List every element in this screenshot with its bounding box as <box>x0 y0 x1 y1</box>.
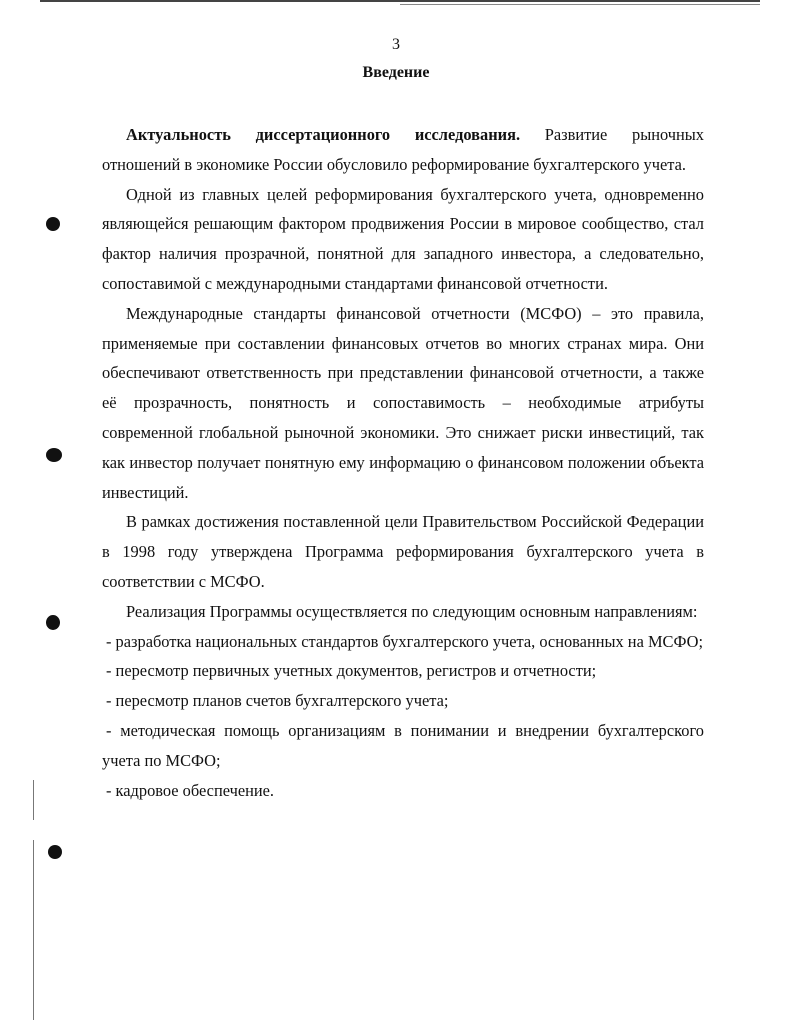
punch-hole-mark <box>46 448 62 462</box>
paragraph-directions: Реализация Программы осуществляется по следующим основным направлениям: <box>126 601 698 621</box>
list-item: - разработка национальных стандартов бухгалтерского учета, основанных на МСФО; <box>106 631 704 651</box>
punch-hole-mark <box>46 217 60 231</box>
page-title: Введение <box>362 64 430 81</box>
scan-top-edge-secondary <box>400 4 760 5</box>
list-item: - методическая помощь организациям в понимании и внедрении бухгалтерского учета по МСФО; <box>102 720 704 770</box>
paragraph-program: В рамках достижения поставленной цели Правительством Российской Федерации в 1998 году утверждена Программа реформирования бухгалтерского учета в соответствии с МСФО. <box>102 512 704 591</box>
paragraph-relevance <box>102 120 704 180</box>
list-item: - пересмотр планов счетов бухгалтерского учета; <box>106 691 449 711</box>
document-body <box>102 120 704 805</box>
margin-scan-line <box>33 840 34 1020</box>
list-item: - кадровое обеспечение. <box>106 780 275 800</box>
paragraph-goal: Одной из главных целей реформирования бухгалтерского учета, одновременно являющейся решающим фактором продвижения России в мировое сообщество, стал фактор наличия прозрачной, понятной для западного инвестора, а следовательно, сопоставимой с международными стандартами финансовой отчетности. <box>102 184 704 293</box>
relevance-heading: Актуальность диссертационного исследования. <box>126 125 521 144</box>
paragraph-ifrs: Международные стандарты финансовой отчетности (МСФО) – это правила, применяемые при составлении финансовых отчетов во многих странах мира. Они обеспечивают ответственность при представлении финансовой отчетности, а также её прозрачность, понятность и сопоставимость – необходимые атрибуты современной глобальной рыночной экономики. Это снижает риски инвестиций, так как инвестор получает понятную ему информацию о финансовом положении объекта инвестиций. <box>102 303 704 502</box>
punch-hole-mark <box>48 845 62 859</box>
scan-top-edge <box>40 0 760 2</box>
margin-scan-line <box>33 780 34 820</box>
relevance-text: Развитие рыночных отношений в экономике России обусловило реформирование бухгалтерского учета. <box>102 125 704 174</box>
punch-hole-mark <box>46 615 60 630</box>
page-number: 3 <box>392 36 400 53</box>
list-item: - пересмотр первичных учетных документов, регистров и отчетности; <box>106 661 597 681</box>
